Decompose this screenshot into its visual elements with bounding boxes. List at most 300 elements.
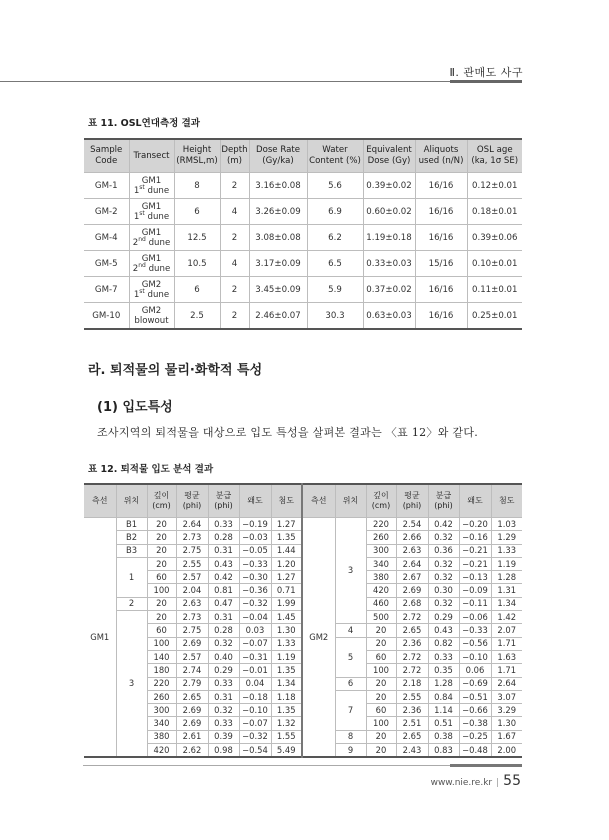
depth-cell: 20	[366, 730, 396, 743]
depth-cell: 20	[366, 677, 396, 690]
kurtosis-cell: 2.07	[491, 624, 522, 637]
osl-age-cell: 0.25±0.01	[467, 303, 522, 330]
equivalent-dose-cell: 0.63±0.03	[363, 303, 415, 330]
mean-cell: 2.72	[396, 611, 428, 624]
header-rule-accent	[450, 80, 522, 83]
table-row	[84, 277, 522, 303]
kurtosis-cell: 1.42	[491, 611, 522, 624]
kurtosis-cell: 1.31	[491, 584, 522, 597]
kurtosis-cell: 1.20	[271, 557, 302, 570]
sorting-cell: 0.51	[428, 717, 459, 730]
sorting-cell: 0.32	[428, 557, 459, 570]
height-cell: 8	[174, 173, 220, 199]
kurtosis-cell: 1.27	[271, 518, 302, 531]
kurtosis-cell: 1.30	[491, 717, 522, 730]
sorting-cell: 0.31	[208, 690, 239, 703]
sorting-cell: 0.40	[208, 650, 239, 663]
column-header: 분급 (phi)	[208, 484, 239, 518]
page-number: 55	[503, 773, 521, 789]
kurtosis-cell: 1.35	[271, 704, 302, 717]
column-header: Height (RMSL,m)	[174, 139, 220, 173]
mean-cell: 2.36	[396, 704, 428, 717]
sorting-cell: 0.33	[208, 518, 239, 531]
transect-cell: GM1 1st dune	[129, 173, 174, 199]
skewness-cell: −0.10	[459, 650, 491, 663]
position-cell: 2	[116, 597, 147, 610]
mean-cell: 2.68	[396, 597, 428, 610]
grain-size-table	[84, 483, 522, 758]
height-cell: 6	[174, 277, 220, 303]
kurtosis-cell: 0.71	[271, 584, 302, 597]
column-header: Depth (m)	[220, 139, 249, 173]
kurtosis-cell: 1.34	[491, 597, 522, 610]
mean-cell: 2.43	[396, 744, 428, 758]
skewness-cell: −0.54	[239, 744, 271, 758]
footer-rule-accent	[450, 764, 522, 767]
skewness-cell: −0.10	[239, 704, 271, 717]
depth-cell: 340	[147, 717, 176, 730]
sorting-cell: 0.43	[428, 624, 459, 637]
ordinal-suffix: st	[139, 209, 145, 217]
dose-rate-cell: 2.46±0.07	[249, 303, 307, 330]
transect-cell: GM1 1st dune	[129, 199, 174, 225]
skewness-cell: −0.69	[459, 677, 491, 690]
depth-cell: 300	[366, 544, 396, 557]
depth-cell: 100	[366, 664, 396, 677]
skewness-cell: −0.30	[239, 571, 271, 584]
depth-cell: 20	[147, 531, 176, 544]
section-heading: 라. 퇴적물의 물리·화학적 특성	[88, 363, 263, 378]
skewness-cell: −0.21	[459, 544, 491, 557]
footer-separator: |	[496, 778, 500, 788]
depth-cell: 260	[147, 690, 176, 703]
aliquots-cell: 16/16	[415, 303, 467, 330]
mean-cell: 2.73	[176, 531, 208, 544]
depth-cell: 2	[220, 225, 249, 251]
sorting-cell: 0.32	[208, 637, 239, 650]
column-header: 측선	[84, 484, 116, 518]
mean-cell: 2.55	[396, 690, 428, 703]
table12-title: 표 12. 퇴적물 입도 분석 결과	[88, 464, 214, 475]
depth-cell: 20	[147, 557, 176, 570]
mean-cell: 2.57	[176, 650, 208, 663]
position-cell: 5	[335, 637, 366, 677]
depth-cell: 4	[220, 199, 249, 225]
kurtosis-cell: 2.64	[491, 677, 522, 690]
ordinal-suffix: nd	[138, 235, 146, 243]
mean-cell: 2.69	[396, 584, 428, 597]
skewness-cell: −0.09	[459, 584, 491, 597]
skewness-cell: −0.06	[459, 611, 491, 624]
kurtosis-cell: 1.33	[271, 637, 302, 650]
transect-cell: GM1 2nd dune	[129, 251, 174, 277]
depth-cell: 2	[220, 173, 249, 199]
kurtosis-cell: 1.19	[271, 650, 302, 663]
water-content-cell: 6.9	[307, 199, 363, 225]
kurtosis-cell: 1.33	[491, 544, 522, 557]
water-content-cell: 5.9	[307, 277, 363, 303]
table-row	[84, 173, 522, 199]
skewness-cell: −0.04	[239, 611, 271, 624]
table12-header-row	[84, 484, 522, 518]
column-header: Dose Rate (Gy/ka)	[249, 139, 307, 173]
sorting-cell: 0.32	[428, 571, 459, 584]
kurtosis-cell: 1.55	[271, 730, 302, 743]
sorting-cell: 0.84	[428, 690, 459, 703]
depth-cell: 140	[147, 650, 176, 663]
mean-cell: 2.72	[396, 650, 428, 663]
kurtosis-cell: 3.07	[491, 690, 522, 703]
sorting-cell: 0.81	[208, 584, 239, 597]
kurtosis-cell: 1.03	[491, 518, 522, 531]
depth-cell: 20	[366, 744, 396, 758]
mean-cell: 2.73	[176, 611, 208, 624]
mean-cell: 2.18	[396, 677, 428, 690]
position-cell: B2	[116, 531, 147, 544]
sorting-cell: 0.30	[428, 584, 459, 597]
sample-code: GM-1	[84, 173, 129, 199]
kurtosis-cell: 1.35	[271, 664, 302, 677]
table-row	[84, 225, 522, 251]
kurtosis-cell: 1.30	[271, 624, 302, 637]
kurtosis-cell: 1.32	[271, 717, 302, 730]
ordinal-suffix: nd	[138, 261, 146, 269]
aliquots-cell: 16/16	[415, 173, 467, 199]
sample-code: GM-10	[84, 303, 129, 330]
skewness-cell: −0.03	[239, 531, 271, 544]
depth-cell: 100	[366, 717, 396, 730]
dose-rate-cell: 3.45±0.09	[249, 277, 307, 303]
skewness-cell: −0.33	[239, 557, 271, 570]
transect-cell: GM1	[84, 518, 116, 758]
mean-cell: 2.72	[396, 664, 428, 677]
column-header: 평균 (phi)	[176, 484, 208, 518]
kurtosis-cell: 2.00	[491, 744, 522, 758]
depth-cell: 100	[147, 637, 176, 650]
depth-cell: 380	[147, 730, 176, 743]
sorting-cell: 0.33	[208, 677, 239, 690]
skewness-cell: −0.18	[239, 690, 271, 703]
dose-rate-cell: 3.17±0.09	[249, 251, 307, 277]
skewness-cell: −0.36	[239, 584, 271, 597]
depth-cell: 500	[366, 611, 396, 624]
mean-cell: 2.63	[176, 597, 208, 610]
position-cell: 9	[335, 744, 366, 758]
depth-cell: 20	[147, 611, 176, 624]
sample-code: GM-2	[84, 199, 129, 225]
osl-age-cell: 0.18±0.01	[467, 199, 522, 225]
kurtosis-cell: 1.71	[491, 664, 522, 677]
sorting-cell: 0.98	[208, 744, 239, 758]
sorting-cell: 0.39	[208, 730, 239, 743]
column-header: 왜도	[239, 484, 271, 518]
kurtosis-cell: 1.99	[271, 597, 302, 610]
position-cell: 1	[116, 557, 147, 597]
ordinal-suffix: st	[139, 183, 145, 191]
depth-cell: 460	[366, 597, 396, 610]
footer	[431, 773, 521, 789]
body-paragraph: 조사지역의 퇴적물을 대상으로 입도 특성을 살펴본 결과는 〈표 12〉와 같다.	[97, 426, 479, 439]
sorting-cell: 1.28	[428, 677, 459, 690]
water-content-cell: 5.6	[307, 173, 363, 199]
aliquots-cell: 16/16	[415, 277, 467, 303]
depth-cell: 220	[366, 518, 396, 531]
sorting-cell: 0.33	[208, 717, 239, 730]
kurtosis-cell: 1.27	[271, 571, 302, 584]
osl-age-cell: 0.12±0.01	[467, 173, 522, 199]
skewness-cell: −0.21	[459, 557, 491, 570]
sample-code: GM-7	[84, 277, 129, 303]
sorting-cell: 0.33	[428, 650, 459, 663]
skewness-cell: −0.20	[459, 518, 491, 531]
column-header: Aliquots used (n/N)	[415, 139, 467, 173]
depth-cell: 300	[147, 704, 176, 717]
sorting-cell: 0.29	[208, 664, 239, 677]
skewness-cell: −0.33	[459, 624, 491, 637]
position-cell: 7	[335, 690, 366, 730]
sorting-cell: 1.14	[428, 704, 459, 717]
column-header: 왜도	[459, 484, 491, 518]
mean-cell: 2.61	[176, 730, 208, 743]
mean-cell: 2.62	[176, 744, 208, 758]
depth-cell: 60	[366, 650, 396, 663]
ordinal-suffix: st	[139, 287, 145, 295]
transect-cell: GM2 blowout	[129, 303, 174, 330]
kurtosis-cell: 1.67	[491, 730, 522, 743]
skewness-cell: −0.66	[459, 704, 491, 717]
sorting-cell: 0.32	[428, 531, 459, 544]
aliquots-cell: 16/16	[415, 199, 467, 225]
sorting-cell: 0.35	[428, 664, 459, 677]
skewness-cell: −0.32	[239, 730, 271, 743]
sorting-cell: 0.43	[208, 557, 239, 570]
depth-cell: 420	[366, 584, 396, 597]
skewness-cell: −0.11	[459, 597, 491, 610]
column-header: Transect	[129, 139, 174, 173]
osl-age-cell: 0.11±0.01	[467, 277, 522, 303]
skewness-cell: −0.51	[459, 690, 491, 703]
mean-cell: 2.65	[176, 690, 208, 703]
skewness-cell: −0.25	[459, 730, 491, 743]
skewness-cell: 0.06	[459, 664, 491, 677]
depth-cell: 260	[366, 531, 396, 544]
kurtosis-cell: 1.35	[271, 531, 302, 544]
skewness-cell: −0.19	[239, 518, 271, 531]
subsection-heading: (1) 입도특성	[97, 400, 173, 415]
depth-cell: 220	[147, 677, 176, 690]
table-row	[84, 518, 522, 531]
water-content-cell: 30.3	[307, 303, 363, 330]
depth-cell: 20	[366, 637, 396, 650]
depth-cell: 420	[147, 744, 176, 758]
depth-cell: 60	[147, 624, 176, 637]
depth-cell: 100	[147, 584, 176, 597]
skewness-cell: −0.32	[239, 597, 271, 610]
skewness-cell: 0.04	[239, 677, 271, 690]
column-header: 첨도	[271, 484, 302, 518]
mean-cell: 2.51	[396, 717, 428, 730]
skewness-cell: −0.48	[459, 744, 491, 758]
mean-cell: 2.67	[396, 571, 428, 584]
aliquots-cell: 16/16	[415, 225, 467, 251]
kurtosis-cell: 1.44	[271, 544, 302, 557]
depth-cell: 20	[147, 597, 176, 610]
osl-dating-table	[84, 138, 522, 330]
skewness-cell: −0.38	[459, 717, 491, 730]
depth-cell: 2	[220, 277, 249, 303]
transect-cell: GM2	[302, 518, 335, 758]
header-rule	[0, 81, 522, 82]
water-content-cell: 6.2	[307, 225, 363, 251]
column-header: 위치	[116, 484, 147, 518]
dose-rate-cell: 3.16±0.08	[249, 173, 307, 199]
skewness-cell: −0.07	[239, 637, 271, 650]
sorting-cell: 0.29	[428, 611, 459, 624]
depth-cell: 4	[220, 251, 249, 277]
sorting-cell: 0.28	[208, 531, 239, 544]
dose-rate-cell: 3.08±0.08	[249, 225, 307, 251]
aliquots-cell: 15/16	[415, 251, 467, 277]
mean-cell: 2.75	[176, 624, 208, 637]
transect-cell: GM1 2nd dune	[129, 225, 174, 251]
column-header: Water Content (%)	[307, 139, 363, 173]
column-header: 위치	[335, 484, 366, 518]
depth-cell: 180	[147, 664, 176, 677]
column-header: 깊이 (cm)	[366, 484, 396, 518]
sample-code: GM-4	[84, 225, 129, 251]
kurtosis-cell: 1.45	[271, 611, 302, 624]
mean-cell: 2.04	[176, 584, 208, 597]
mean-cell: 2.66	[396, 531, 428, 544]
sorting-cell: 0.38	[428, 730, 459, 743]
sorting-cell: 0.83	[428, 744, 459, 758]
kurtosis-cell: 1.34	[271, 677, 302, 690]
height-cell: 2.5	[174, 303, 220, 330]
mean-cell: 2.69	[176, 717, 208, 730]
mean-cell: 2.74	[176, 664, 208, 677]
sorting-cell: 0.32	[208, 704, 239, 717]
equivalent-dose-cell: 0.37±0.02	[363, 277, 415, 303]
equivalent-dose-cell: 0.39±0.02	[363, 173, 415, 199]
skewness-cell: 0.03	[239, 624, 271, 637]
sorting-cell: 0.36	[428, 544, 459, 557]
footer-site: www.nie.re.kr	[430, 778, 493, 788]
column-header: 평균 (phi)	[396, 484, 428, 518]
mean-cell: 2.75	[176, 544, 208, 557]
equivalent-dose-cell: 0.33±0.03	[363, 251, 415, 277]
position-cell: B1	[116, 518, 147, 531]
table-row	[84, 303, 522, 330]
position-cell: 4	[335, 624, 366, 637]
depth-cell: 340	[366, 557, 396, 570]
height-cell: 6	[174, 199, 220, 225]
skewness-cell: −0.56	[459, 637, 491, 650]
depth-cell: 60	[147, 571, 176, 584]
skewness-cell: −0.31	[239, 650, 271, 663]
mean-cell: 2.54	[396, 518, 428, 531]
depth-cell: 20	[147, 544, 176, 557]
mean-cell: 2.64	[176, 518, 208, 531]
column-header: Sample Code	[84, 139, 129, 173]
table-row	[84, 199, 522, 225]
column-header: 분급 (phi)	[428, 484, 459, 518]
skewness-cell: −0.07	[239, 717, 271, 730]
table-row	[84, 251, 522, 277]
table11-header-row	[84, 139, 522, 173]
sorting-cell: 0.42	[428, 518, 459, 531]
equivalent-dose-cell: 1.19±0.18	[363, 225, 415, 251]
mean-cell: 2.69	[176, 704, 208, 717]
kurtosis-cell: 1.28	[491, 571, 522, 584]
mean-cell: 2.65	[396, 730, 428, 743]
kurtosis-cell: 3.29	[491, 704, 522, 717]
column-header: OSL age (ka, 1σ SE)	[467, 139, 522, 173]
mean-cell: 2.69	[176, 637, 208, 650]
depth-cell: 20	[147, 518, 176, 531]
position-cell: 8	[335, 730, 366, 743]
position-cell: 6	[335, 677, 366, 690]
position-cell: 3	[335, 518, 366, 624]
kurtosis-cell: 1.29	[491, 531, 522, 544]
mean-cell: 2.79	[176, 677, 208, 690]
height-cell: 10.5	[174, 251, 220, 277]
position-cell: B3	[116, 544, 147, 557]
mean-cell: 2.57	[176, 571, 208, 584]
kurtosis-cell: 1.18	[271, 690, 302, 703]
kurtosis-cell: 1.63	[491, 650, 522, 663]
water-content-cell: 6.5	[307, 251, 363, 277]
sorting-cell: 0.42	[208, 571, 239, 584]
mean-cell: 2.36	[396, 637, 428, 650]
depth-cell: 2	[220, 303, 249, 330]
transect-cell: GM2 1st dune	[129, 277, 174, 303]
equivalent-dose-cell: 0.60±0.02	[363, 199, 415, 225]
skewness-cell: −0.13	[459, 571, 491, 584]
table11-title: 표 11. OSL연대측정 결과	[88, 118, 200, 129]
osl-age-cell: 0.39±0.06	[467, 225, 522, 251]
sorting-cell: 0.82	[428, 637, 459, 650]
depth-cell: 380	[366, 571, 396, 584]
skewness-cell: −0.16	[459, 531, 491, 544]
skewness-cell: −0.05	[239, 544, 271, 557]
column-header: 깊이 (cm)	[147, 484, 176, 518]
column-header: Equivalent Dose (Gy)	[363, 139, 415, 173]
kurtosis-cell: 1.19	[491, 557, 522, 570]
column-header: 측선	[302, 484, 335, 518]
dose-rate-cell: 3.26±0.09	[249, 199, 307, 225]
mean-cell: 2.63	[396, 544, 428, 557]
column-header: 첨도	[491, 484, 522, 518]
skewness-cell: −0.01	[239, 664, 271, 677]
sorting-cell: 0.28	[208, 624, 239, 637]
kurtosis-cell: 5.49	[271, 744, 302, 758]
sample-code: GM-5	[84, 251, 129, 277]
kurtosis-cell: 1.71	[491, 637, 522, 650]
mean-cell: 2.65	[396, 624, 428, 637]
mean-cell: 2.55	[176, 557, 208, 570]
depth-cell: 20	[366, 624, 396, 637]
mean-cell: 2.64	[396, 557, 428, 570]
depth-cell: 20	[366, 690, 396, 703]
sorting-cell: 0.47	[208, 597, 239, 610]
depth-cell: 60	[366, 704, 396, 717]
sorting-cell: 0.31	[208, 611, 239, 624]
height-cell: 12.5	[174, 225, 220, 251]
sorting-cell: 0.31	[208, 544, 239, 557]
osl-age-cell: 0.10±0.01	[467, 251, 522, 277]
running-header: Ⅱ. 관매도 사구	[449, 66, 523, 79]
position-cell: 3	[116, 611, 147, 758]
